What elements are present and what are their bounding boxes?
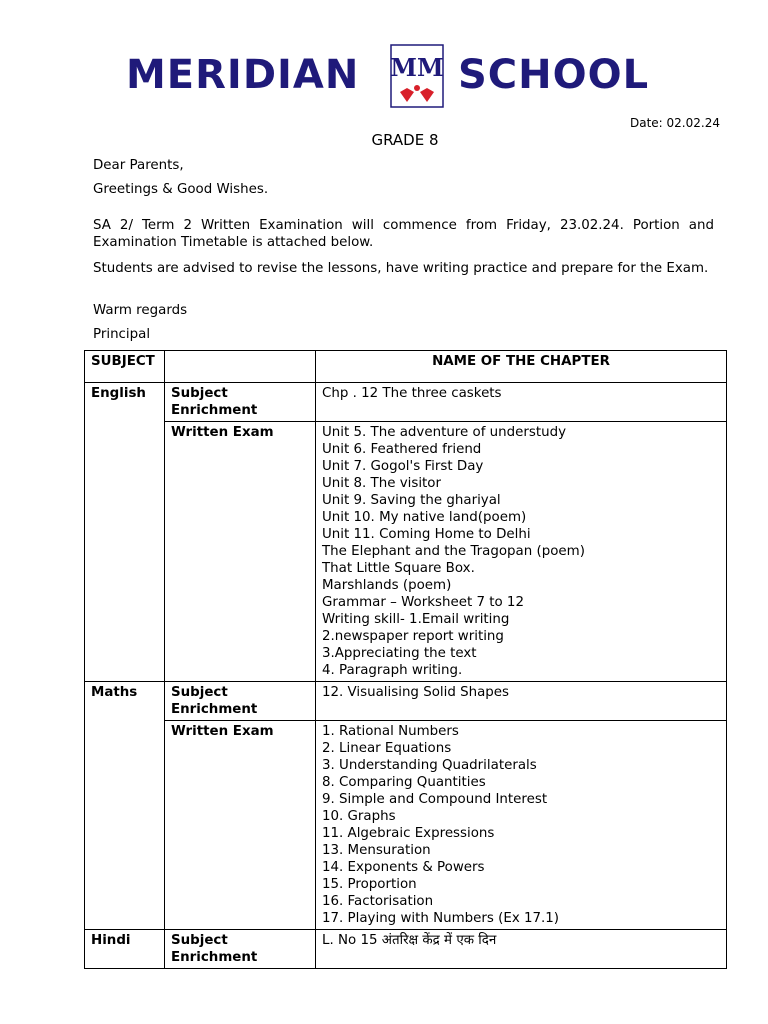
chapter-item: 11. Algebraic Expressions bbox=[322, 826, 495, 841]
chapter-item: Unit 6. Feathered friend bbox=[322, 442, 482, 457]
chapter-item: Unit 7. Gogol's First Day bbox=[322, 459, 484, 474]
subject-cell: Maths bbox=[85, 682, 165, 930]
chapter-item: Unit 8. The visitor bbox=[322, 476, 441, 491]
chapter-item: Unit 11. Coming Home to Delhi bbox=[322, 527, 531, 542]
school-header bbox=[0, 44, 768, 108]
table-row bbox=[85, 682, 727, 721]
chapter-item: Marshlands (poem) bbox=[322, 578, 452, 593]
chapter-cell bbox=[316, 422, 727, 682]
chapter-item: 3.Appreciating the text bbox=[322, 646, 477, 661]
chapter-item: 1. Rational Numbers bbox=[322, 724, 459, 739]
signature: Principal bbox=[93, 327, 151, 342]
grade-heading: GRADE 8 bbox=[371, 131, 439, 149]
chapter-item: Unit 5. The adventure of understudy bbox=[322, 425, 567, 440]
subject-cell: Hindi bbox=[85, 930, 165, 969]
type-cell: Subject Enrichment bbox=[165, 383, 316, 422]
header-chapter: NAME OF THE CHAPTER bbox=[316, 351, 727, 383]
subject-cell: English bbox=[85, 383, 165, 682]
chapter-cell bbox=[316, 682, 727, 721]
chapter-item: L. No 15 अंतरिक्ष केंद्र में एक दिन bbox=[322, 933, 497, 948]
chapter-item: 10. Graphs bbox=[322, 809, 396, 824]
greeting: Greetings & Good Wishes. bbox=[93, 182, 269, 197]
type-cell: Subject Enrichment bbox=[165, 682, 316, 721]
school-logo-icon bbox=[390, 44, 444, 108]
chapter-item: 16. Factorisation bbox=[322, 894, 434, 909]
chapter-item: 3. Understanding Quadrilaterals bbox=[322, 758, 537, 773]
chapter-item: 14. Exponents & Powers bbox=[322, 860, 485, 875]
exam-announcement: SA 2/ Term 2 Written Examination will commence from Friday, 23.02.24. Portion and Examination Timetable is attached below. bbox=[93, 218, 714, 250]
chapter-item: 9. Simple and Compound Interest bbox=[322, 792, 548, 807]
table-header-row bbox=[85, 351, 727, 383]
chapter-item: 2.newspaper report writing bbox=[322, 629, 504, 644]
chapter-item: Unit 9. Saving the ghariyal bbox=[322, 493, 501, 508]
chapter-item: Grammar – Worksheet 7 to 12 bbox=[322, 595, 524, 610]
table-row bbox=[85, 422, 727, 682]
chapter-item: 17. Playing with Numbers (Ex 17.1) bbox=[322, 911, 560, 926]
header-type bbox=[165, 351, 316, 383]
chapter-item: 13. Mensuration bbox=[322, 843, 431, 858]
portion-table bbox=[84, 350, 727, 969]
chapter-cell bbox=[316, 383, 727, 422]
header-subject: SUBJECT bbox=[85, 351, 165, 383]
closing: Warm regards bbox=[93, 303, 188, 318]
chapter-item: 2. Linear Equations bbox=[322, 741, 452, 756]
chapter-item: Chp . 12 The three caskets bbox=[322, 386, 502, 401]
chapter-cell bbox=[316, 930, 727, 969]
chapter-item: 4. Paragraph writing. bbox=[322, 663, 463, 678]
revision-advice: Students are advised to revise the lessons, have writing practice and prepare for the Exam. bbox=[93, 261, 709, 276]
letter-date: Date: 02.02.24 bbox=[630, 116, 720, 130]
chapter-item: The Elephant and the Tragopan (poem) bbox=[322, 544, 585, 559]
chapter-item: Unit 10. My native land(poem) bbox=[322, 510, 527, 525]
chapter-item: 8. Comparing Quantities bbox=[322, 775, 486, 790]
school-name-right: SCHOOL bbox=[458, 52, 650, 98]
school-name-left: MERIDIAN bbox=[126, 52, 360, 98]
chapter-item: Writing skill- 1.Email writing bbox=[322, 612, 510, 627]
salutation: Dear Parents, bbox=[93, 158, 184, 173]
type-cell: Subject Enrichment bbox=[165, 930, 316, 969]
logo-letters: MM bbox=[390, 53, 444, 82]
chapter-item: 15. Proportion bbox=[322, 877, 417, 892]
chapter-cell bbox=[316, 721, 727, 930]
chapter-item: 12. Visualising Solid Shapes bbox=[322, 685, 509, 700]
type-cell: Written Exam bbox=[165, 721, 316, 930]
type-cell: Written Exam bbox=[165, 422, 316, 682]
table-row bbox=[85, 383, 727, 422]
table-row bbox=[85, 721, 727, 930]
chapter-item: That Little Square Box. bbox=[322, 561, 475, 576]
table-row bbox=[85, 930, 727, 969]
